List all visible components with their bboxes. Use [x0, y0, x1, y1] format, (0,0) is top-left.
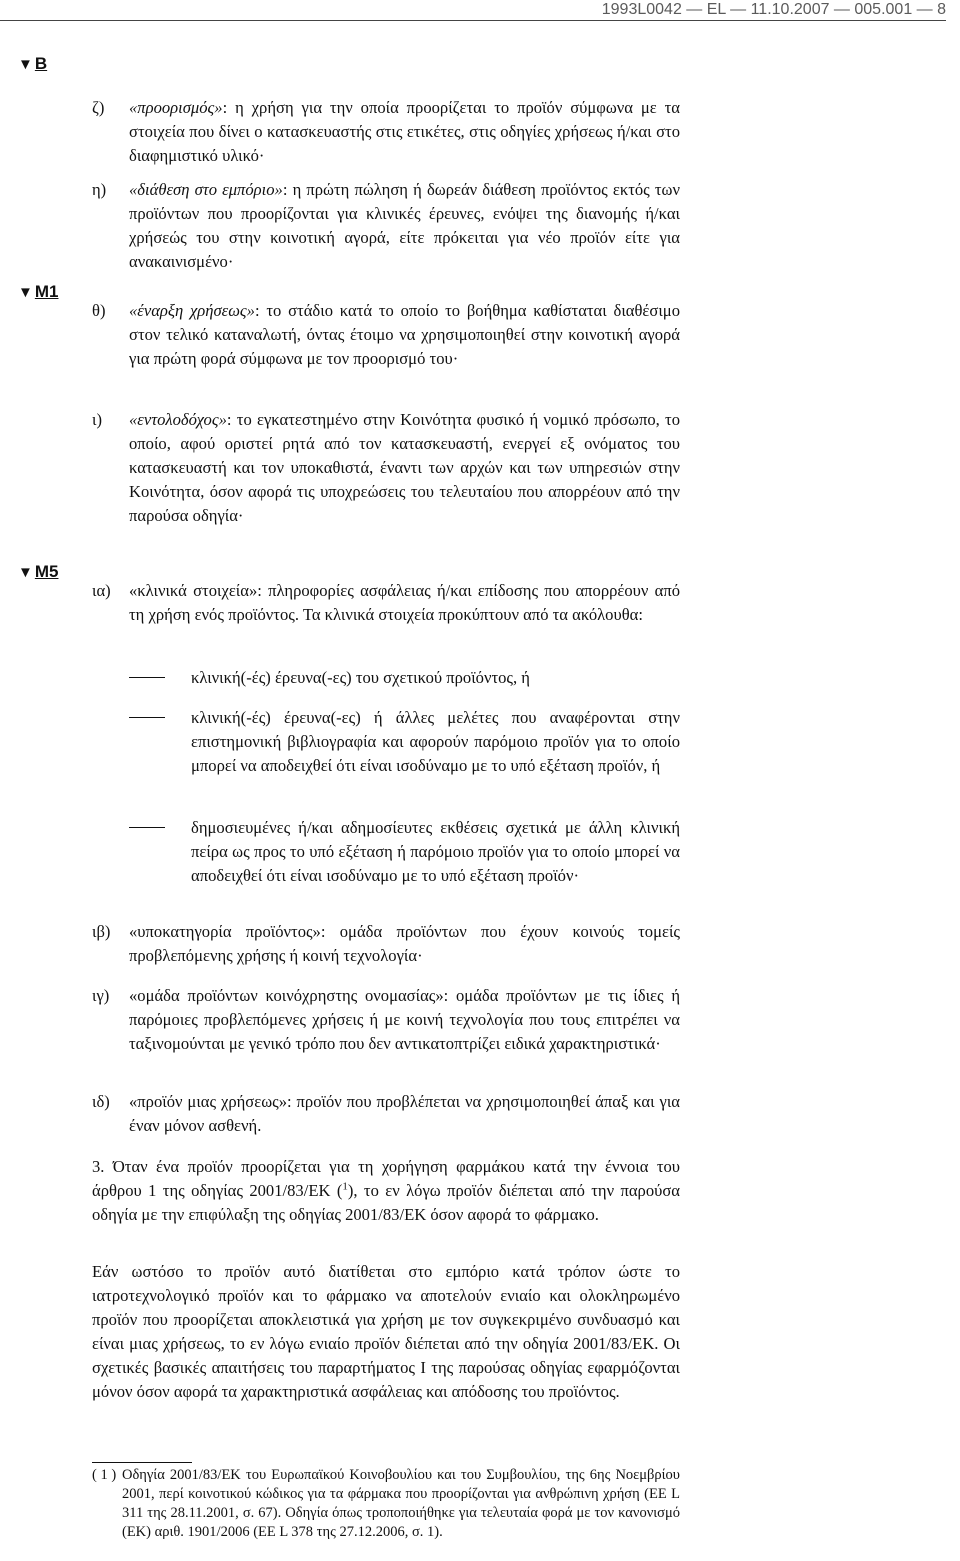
- item-label: η): [92, 180, 107, 199]
- definition-text: : το στάδιο κατά το οποίο το βοήθημα καθίσταται διαθέσιμο στον τελικό καταναλωτή, όντας έτοιμο να χρησιμοποιηθεί στην κοινοτική αγορά για πρώτη φορά σύμφωνα με τον προορισμό του·: [129, 301, 680, 368]
- triangle-down-icon: ▼: [18, 56, 33, 73]
- item-label: ιγ): [92, 986, 110, 1005]
- dash-item-2: κλινική(-ές) έρευνα(-ες) ή άλλες μελέτες που αναφέρονται στην επιστημονική βιβλιογραφία και αφορούν παρόμοιο προϊόν για το οποίο μπορεί να αποδειχθεί ότι είναι ισοδύναμο με το υπό εξέταση προϊόν, ή: [191, 708, 680, 775]
- item-label: ζ): [92, 98, 105, 117]
- item-label: ια): [92, 581, 111, 600]
- amendment-marker-m5: ▼ M5: [18, 562, 59, 581]
- paragraph-4: Εάν ωστόσο το προϊόν αυτό διατίθεται στο εμπόριο κατά τρόπον ώστε το ιατροτεχνολογικό προϊόν και το φάρμακο να αποτελούν ενιαίο και ολοκληρωμένο προϊόν που προορίζεται αποκλειστικά για χρήση με τον συγκεκριμένο συνδυασμό και είναι μιας χρήσεως, το εν λόγω ενιαίο προϊόν διέπεται από την οδηγία 2001/83/ΕΚ. Οι σχετικές βασικές απαιτήσεις του παραρτήματος Ι της παρούσας οδηγίας εφαρμόζονται μόνον όσον αφορά τα χαρακτηριστικά ασφάλειας και απόδοσης του προϊόντος.: [92, 1262, 680, 1401]
- item-label: ιδ): [92, 1092, 110, 1111]
- dash-item-1: κλινική(-ές) έρευνα(-ες) του σχετικού προϊόντος, ή: [191, 668, 530, 687]
- definition-item-ib: [92, 920, 680, 968]
- dash-item-3: δημοσιευμένες ή/και αδημοσίευτες εκθέσεις σχετικά με άλλη κλινική πείρα ως προς το υπό εξέταση ή παρόμοιο προϊόν για το οποίο μπορεί να αποδειχθεί ότι είναι ισοδύναμο με το υπό εξέταση προϊόν·: [191, 818, 680, 885]
- item-label: θ): [92, 301, 106, 320]
- defined-term: «έναρξη χρήσεως»: [129, 301, 255, 320]
- triangle-down-icon: ▼: [18, 564, 33, 581]
- definition-item-z: [92, 96, 680, 168]
- footnote-rule: [92, 1462, 192, 1463]
- definition-text: «προϊόν μιας χρήσεως»: προϊόν που προβλέπεται να χρησιμοποιηθεί άπαξ και για έναν μόνον ασθενή.: [129, 1092, 680, 1135]
- definition-text: «ομάδα προϊόντων κοινόχρηστης ονομασίας»: ομάδα προϊόντων με τις ίδιες ή παρόμοιες προβλεπόμενες χρήσεις ή με κοινή τεχνολογία που τους επιτρέπει να ταξινομούνται με γενικό τρόπο που δεν αντικατοπτρίζει ειδικά χαρακτηριστικά·: [129, 986, 680, 1053]
- definition-item-ig: [92, 984, 680, 1056]
- item-label: ιβ): [92, 922, 111, 941]
- definition-text: «κλινικά στοιχεία»: πληροφορίες ασφάλειας ή/και επίδοσης που απορρέουν από τη χρήση ενός προϊόντος. Τα κλινικά στοιχεία προκύπτουν από τα ακόλουθα:: [129, 581, 680, 624]
- defined-term: «εντολοδόχος»: [129, 410, 227, 429]
- paragraph-3: 3. Όταν ένα προϊόν προορίζεται για τη χορήγηση φαρμάκου κατά την έννοια του άρθρου 1 της οδηγίας 2001/83/ΕΚ ($^1$), το εν λόγω προϊόν διέπεται από την παρούσα οδηγία με την επιφύλαξη της οδηγίας 2001/83/ΕΚ όσον αφορά το φάρμακο.: [92, 1157, 680, 1224]
- document-reference: 1993L0042 — EL — 11.10.2007 — 005.001 — 8: [601, 1, 946, 18]
- definition-item-th: [92, 299, 680, 371]
- definition-text: «υποκατηγορία προϊόντος»: ομάδα προϊόντων που έχουν κοινούς τομείς προβλεπόμενης χρήσης ή κοινή τεχνολογία·: [129, 922, 680, 965]
- amendment-marker-b: ▼ B: [18, 54, 48, 73]
- defined-term: «προορισμός»: [129, 98, 223, 117]
- footnote-reference[interactable]: 1: [342, 1180, 348, 1193]
- definition-text: : η χρήση για την οποία προορίζεται το προϊόν σύμφωνα με τα στοιχεία που δίνει ο κατασκευαστής στις ετικέτες, στις οδηγίες χρήσεως ή/και στο διαφημιστικό υλικό·: [129, 98, 680, 165]
- triangle-down-icon: ▼: [18, 284, 33, 301]
- footnote-text: Οδηγία 2001/83/ΕΚ του Ευρωπαϊκού Κοινοβουλίου και του Συμβουλίου, της 6ης Νοεμβρίου 2001, περί κοινοτικού κώδικος για τα φάρμακα που προορίζονται για ανθρώπινη χρήση (ΕΕ L 311 της 28.11.2001, σ. 67). Οδηγία όπως τροποποιήθηκε για τελευταία φορά με τον κανονισμό (ΕΚ) αριθ. 1901/2006 (ΕΕ L 378 της 27.12.2006, σ. 1).: [122, 1467, 680, 1540]
- definition-text: : το εγκατεστημένο στην Κοινότητα φυσικό ή νομικό πρόσωπο, το οποίο, αφού οριστεί ρητά από τον κατασκευαστή, ενεργεί εξ ονόματος του κατασκευαστή και τον υποκαθιστά, έναντι των αρχών και των υπηρεσιών στην Κοινότητα, όσον αφορά τις υποχρεώσεις του τελευταίου που απορρέουν από την παρούσα οδηγία·: [129, 410, 680, 525]
- footnote: [92, 1466, 680, 1542]
- page-header: [602, 0, 946, 24]
- definition-item-ia: [92, 579, 680, 627]
- definition-item-i: [92, 178, 680, 274]
- definition-item-id: [92, 1090, 680, 1138]
- amendment-marker-m1: ▼ M1: [18, 282, 59, 301]
- footnote-label: ( 1 ): [92, 1467, 117, 1483]
- item-label: ι): [92, 410, 102, 429]
- definition-item-iota: [92, 408, 680, 528]
- header-rule: [0, 20, 946, 21]
- definition-text: : η πρώτη πώληση ή δωρεάν διάθεση προϊόντος εκτός των προϊόντων που προορίζονται για κλινικές έρευνες, ενόψει της διανομής ή/και χρήσεώς του στην κοινοτική αγορά, είτε πρόκειται για νέο προϊόν είτε για ανακαινισμένο·: [129, 180, 680, 271]
- defined-term: «διάθεση στο εμπόριο»: [129, 180, 283, 199]
